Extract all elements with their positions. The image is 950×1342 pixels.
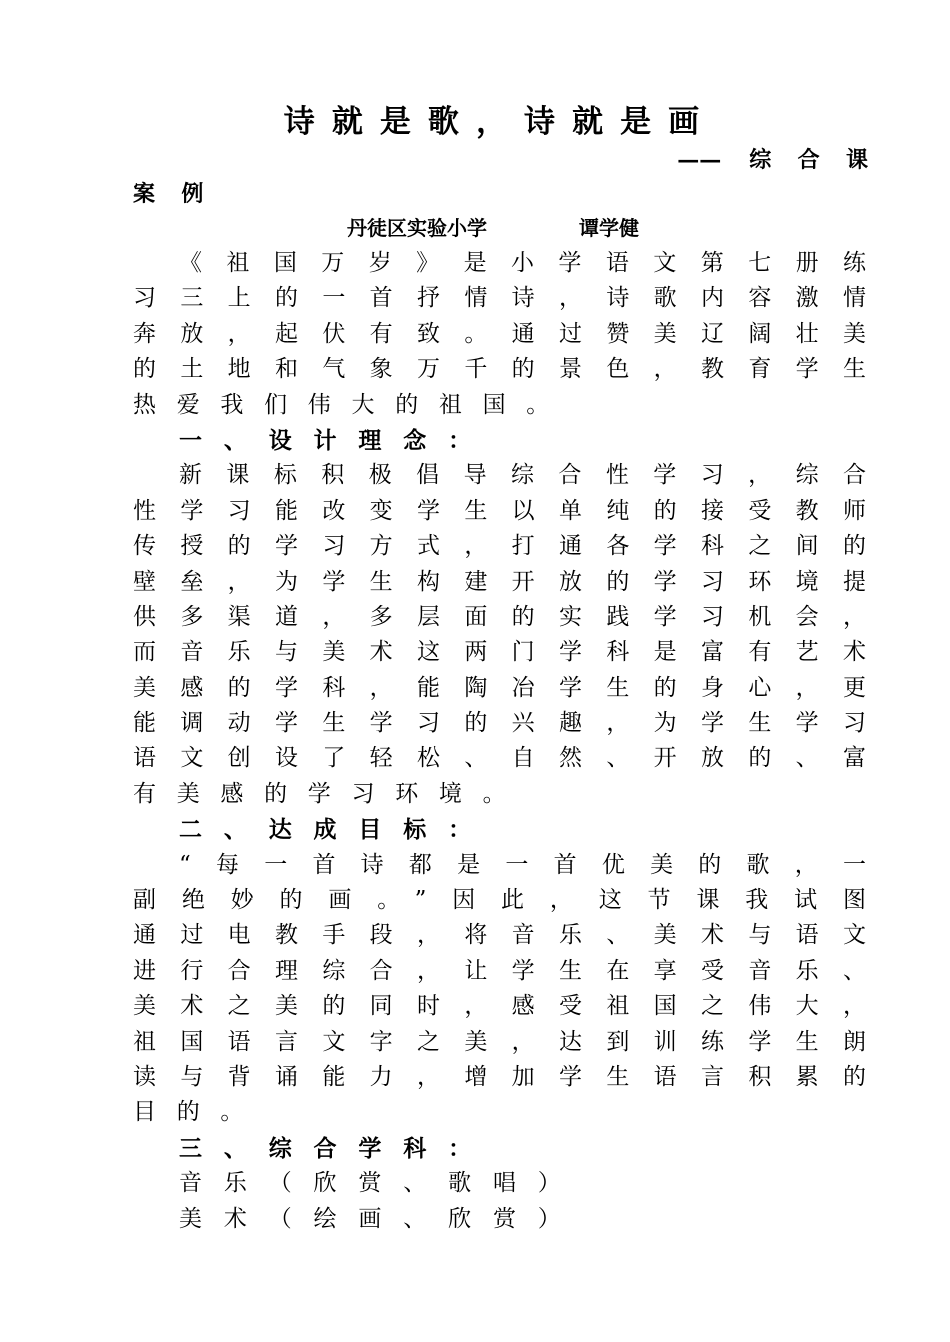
subject-item-music: 音乐（欣赏、歌唱） [179,1170,583,1197]
subtitle-continuation: 案例 [133,181,230,207]
intro-paragraph [133,246,866,423]
section-2-line: “每一首诗都是一首优美的歌，一 [179,851,866,878]
subject-item-art: 美术（绘画、欣赏） [179,1205,583,1232]
section-1-line: 语文创设了轻松、自然、开放的、富 [133,745,866,772]
document-subtitle [677,144,895,176]
author-name: 谭学健 [579,216,639,240]
section-2-line: 祖国语言文字之美，达到训练学生朗 [133,1028,866,1055]
section-2-line: 目的。 [133,1099,265,1126]
author-school: 丹徒区实验小学 [347,216,487,240]
section-2-line: 进行合理综合，让学生在享受音乐、 [133,957,866,984]
intro-line: 热爱我们伟大的祖国。 [133,391,570,418]
intro-line: 习三上的一首抒情诗，诗歌内容激情 [133,285,866,312]
section-1-line: 新课标积极倡导综合性学习，综合 [179,462,866,489]
intro-line: 奔放，起伏有致。通过赞美辽阔壮美 [133,320,866,347]
section-1-line: 壁垒，为学生构建开放的学习环境提 [133,568,866,595]
section-2-line: 副绝妙的画。”因此，这节课我试图 [133,887,866,914]
section-1-line: 传授的学习方式，打通各学科之间的 [133,533,866,560]
document-title: 诗就是歌，诗就是画 [283,104,717,140]
section-1-line: 供多渠道，多层面的实践学习机会， [133,603,866,630]
intro-line: 《祖国万岁》是小学语文第七册练 [179,250,866,276]
section-1-paragraph [133,458,866,812]
intro-line: 的土地和气象万千的景色，教育学生 [133,356,866,383]
section-1-line: 有美感的学习环境。 [133,780,527,807]
section-1-line: 性学习能改变学生以单纯的接受教师 [133,497,866,524]
section-2-line: 通过电教手段，将音乐、美术与语文 [133,922,866,949]
section-1-line: 而音乐与美术这两门学科是富有艺术 [133,639,866,666]
section-1-line: 能调动学生学习的兴趣，为学生学习 [133,710,866,737]
section-1-line: 美感的学科，能陶冶学生的身心，更 [133,674,866,701]
section-2-paragraph [133,848,866,1131]
section-2-line: 读与背诵能力，增加学生语言积累的 [133,1063,866,1090]
section-heading-2: 二、达成目标： [179,816,493,844]
section-heading-3: 三、综合学科： [179,1134,493,1162]
section-2-line: 美术之美的同时，感受祖国之伟大， [133,993,866,1020]
subtitle-dash: —— [677,147,722,173]
author-line [347,214,639,242]
subtitle-text: 综合课 [749,147,895,173]
section-heading-1: 一、设计理念： [179,426,493,454]
body-text [133,246,866,1237]
